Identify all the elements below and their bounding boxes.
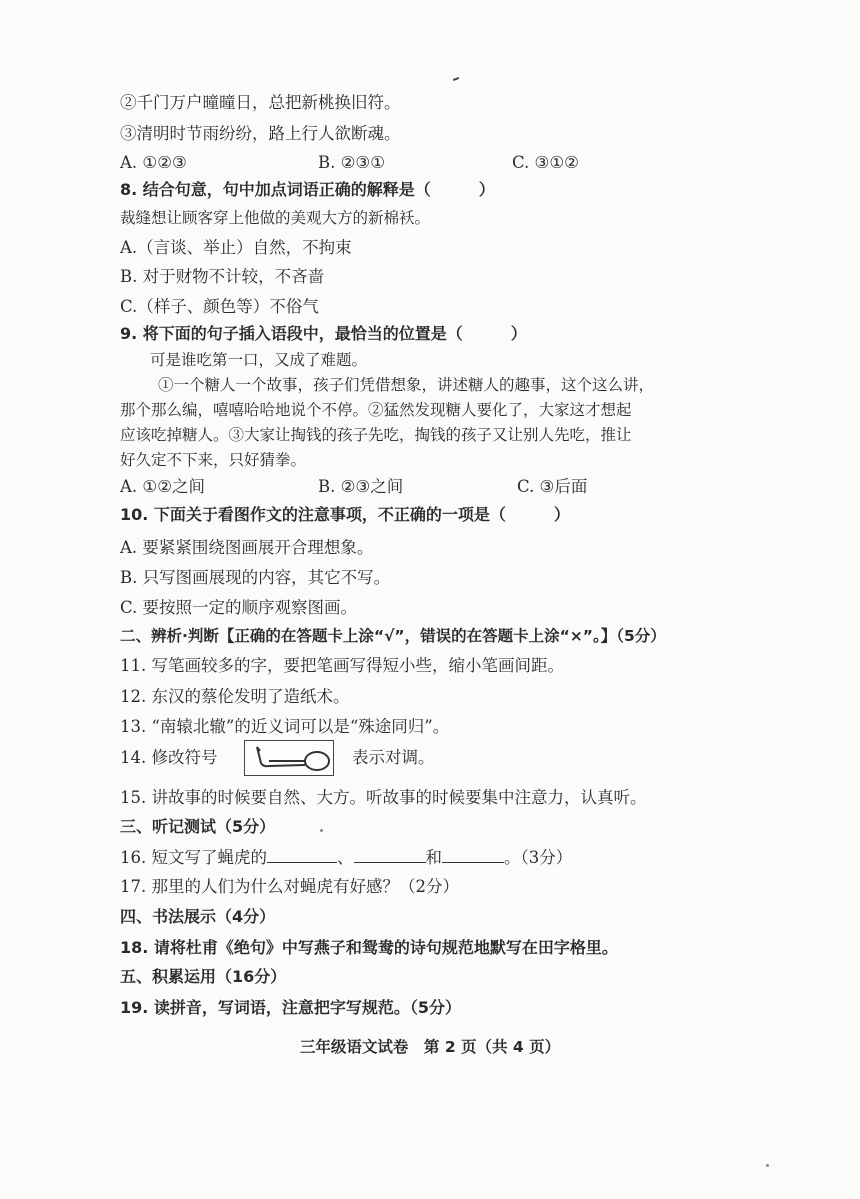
q10-title: 10. 下面关于看图作文的注意事项，不正确的一项是（ ） [120, 505, 570, 524]
transpose-mark-svg [245, 741, 333, 775]
q16-blank-3[interactable] [442, 846, 504, 863]
section-2-title: 二、辨析·判断【正确的在答题卡上涂“√”，错误的在答题卡上涂“×”。】（5分） [120, 627, 666, 645]
q9-sentence: 可是谁吃第一口，又成了难题。 [150, 351, 368, 369]
q16-sep-1: 、 [337, 848, 354, 867]
q14-prefix: 14. 修改符号 [120, 748, 218, 767]
q16-suffix: 。（3分） [504, 848, 573, 867]
q9-para-line-3: 应该吃掉糖人。③大家让掏钱的孩子先吃，掏钱的孩子又让别人先吃，推让 [120, 426, 632, 444]
page-footer: 三年级语文试卷 第 2 页（共 4 页） [299, 1038, 561, 1056]
scan-speck [320, 829, 323, 832]
q15: 15. 讲故事的时候要自然、大方。听故事的时候要集中注意力，认真听。 [120, 788, 647, 807]
q11: 11. 写笔画较多的字，要把笔画写得短小些，缩小笔画间距。 [120, 656, 564, 675]
q8-option-c: C.（样子、颜色等）不俗气 [120, 297, 319, 316]
q16-prefix: 16. 短文写了蝇虎的 [120, 848, 267, 867]
q7-option-3: ③清明时节雨纷纷，路上行人欲断魂。 [120, 124, 401, 143]
q17: 17. 那里的人们为什么对蝇虎有好感？（2分） [120, 877, 459, 896]
q9-answer-c: C. ③后面 [517, 477, 588, 496]
q8-sentence: 裁缝想让顾客穿上他做的美观大方的新棉袄。 [120, 209, 431, 227]
q16-blank-1[interactable] [267, 846, 337, 863]
q8-option-b: B. 对于财物不计较，不吝啬 [120, 267, 325, 286]
transpose-mark-icon [244, 740, 334, 776]
q10-option-c: C. 要按照一定的顺序观察图画。 [120, 598, 358, 617]
q16-sep-2: 和 [425, 848, 442, 867]
q7-answer-c: C. ③①② [512, 153, 579, 172]
q16-blank-2[interactable] [354, 846, 426, 863]
q7-answer-a: A. ①②③ [120, 153, 187, 172]
section-3-title: 三、听记测试（5分） [120, 817, 276, 836]
q9-answer-a: A. ①②之间 [120, 477, 205, 496]
q18: 18. 请将杜甫《绝句》中写燕子和鸳鸯的诗句规范地默写在田字格里。 [120, 938, 618, 957]
q10-option-b: B. 只写图画展现的内容，其它不写。 [120, 568, 391, 587]
q9-para-line-4: 好久定不下来，只好猜拳。 [120, 451, 307, 469]
q7-answer-b: B. ②③① [318, 153, 385, 172]
q9-answer-b: B. ②③之间 [318, 477, 404, 496]
q7-option-2: ②千门万户曈曈日，总把新桃换旧符。 [120, 93, 401, 112]
q14-suffix: 表示对调。 [352, 748, 435, 767]
scan-mark [453, 77, 459, 81]
q8-option-a: A.（言谈、举止）自然，不拘束 [120, 238, 352, 257]
q8-title: 8. 结合句意，句中加点词语正确的解释是（ ） [120, 180, 495, 199]
q19: 19. 读拼音，写词语，注意把字写规范。（5分） [120, 998, 462, 1017]
q9-title: 9. 将下面的句子插入语段中，最恰当的位置是（ ） [120, 324, 527, 343]
section-5-title: 五、积累运用（16分） [120, 967, 287, 986]
section-4-title: 四、书法展示（4分） [120, 907, 276, 926]
q10-option-a: A. 要紧紧围绕图画展开合理想象。 [120, 538, 374, 557]
q16 [120, 846, 572, 869]
q12: 12. 东汉的蔡伦发明了造纸术。 [120, 687, 350, 706]
scan-speck [766, 1164, 769, 1167]
q9-para-line-1: ①一个糖人一个故事，孩子们凭借想象，讲述糖人的趣事，这个这么讲， [158, 376, 655, 394]
q9-para-line-2: 那个那么编，嘻嘻哈哈地说个不停。②猛然发现糖人要化了，大家这才想起 [120, 401, 632, 419]
q13: 13. “南辕北辙”的近义词可以是“殊途同归”。 [120, 717, 450, 736]
